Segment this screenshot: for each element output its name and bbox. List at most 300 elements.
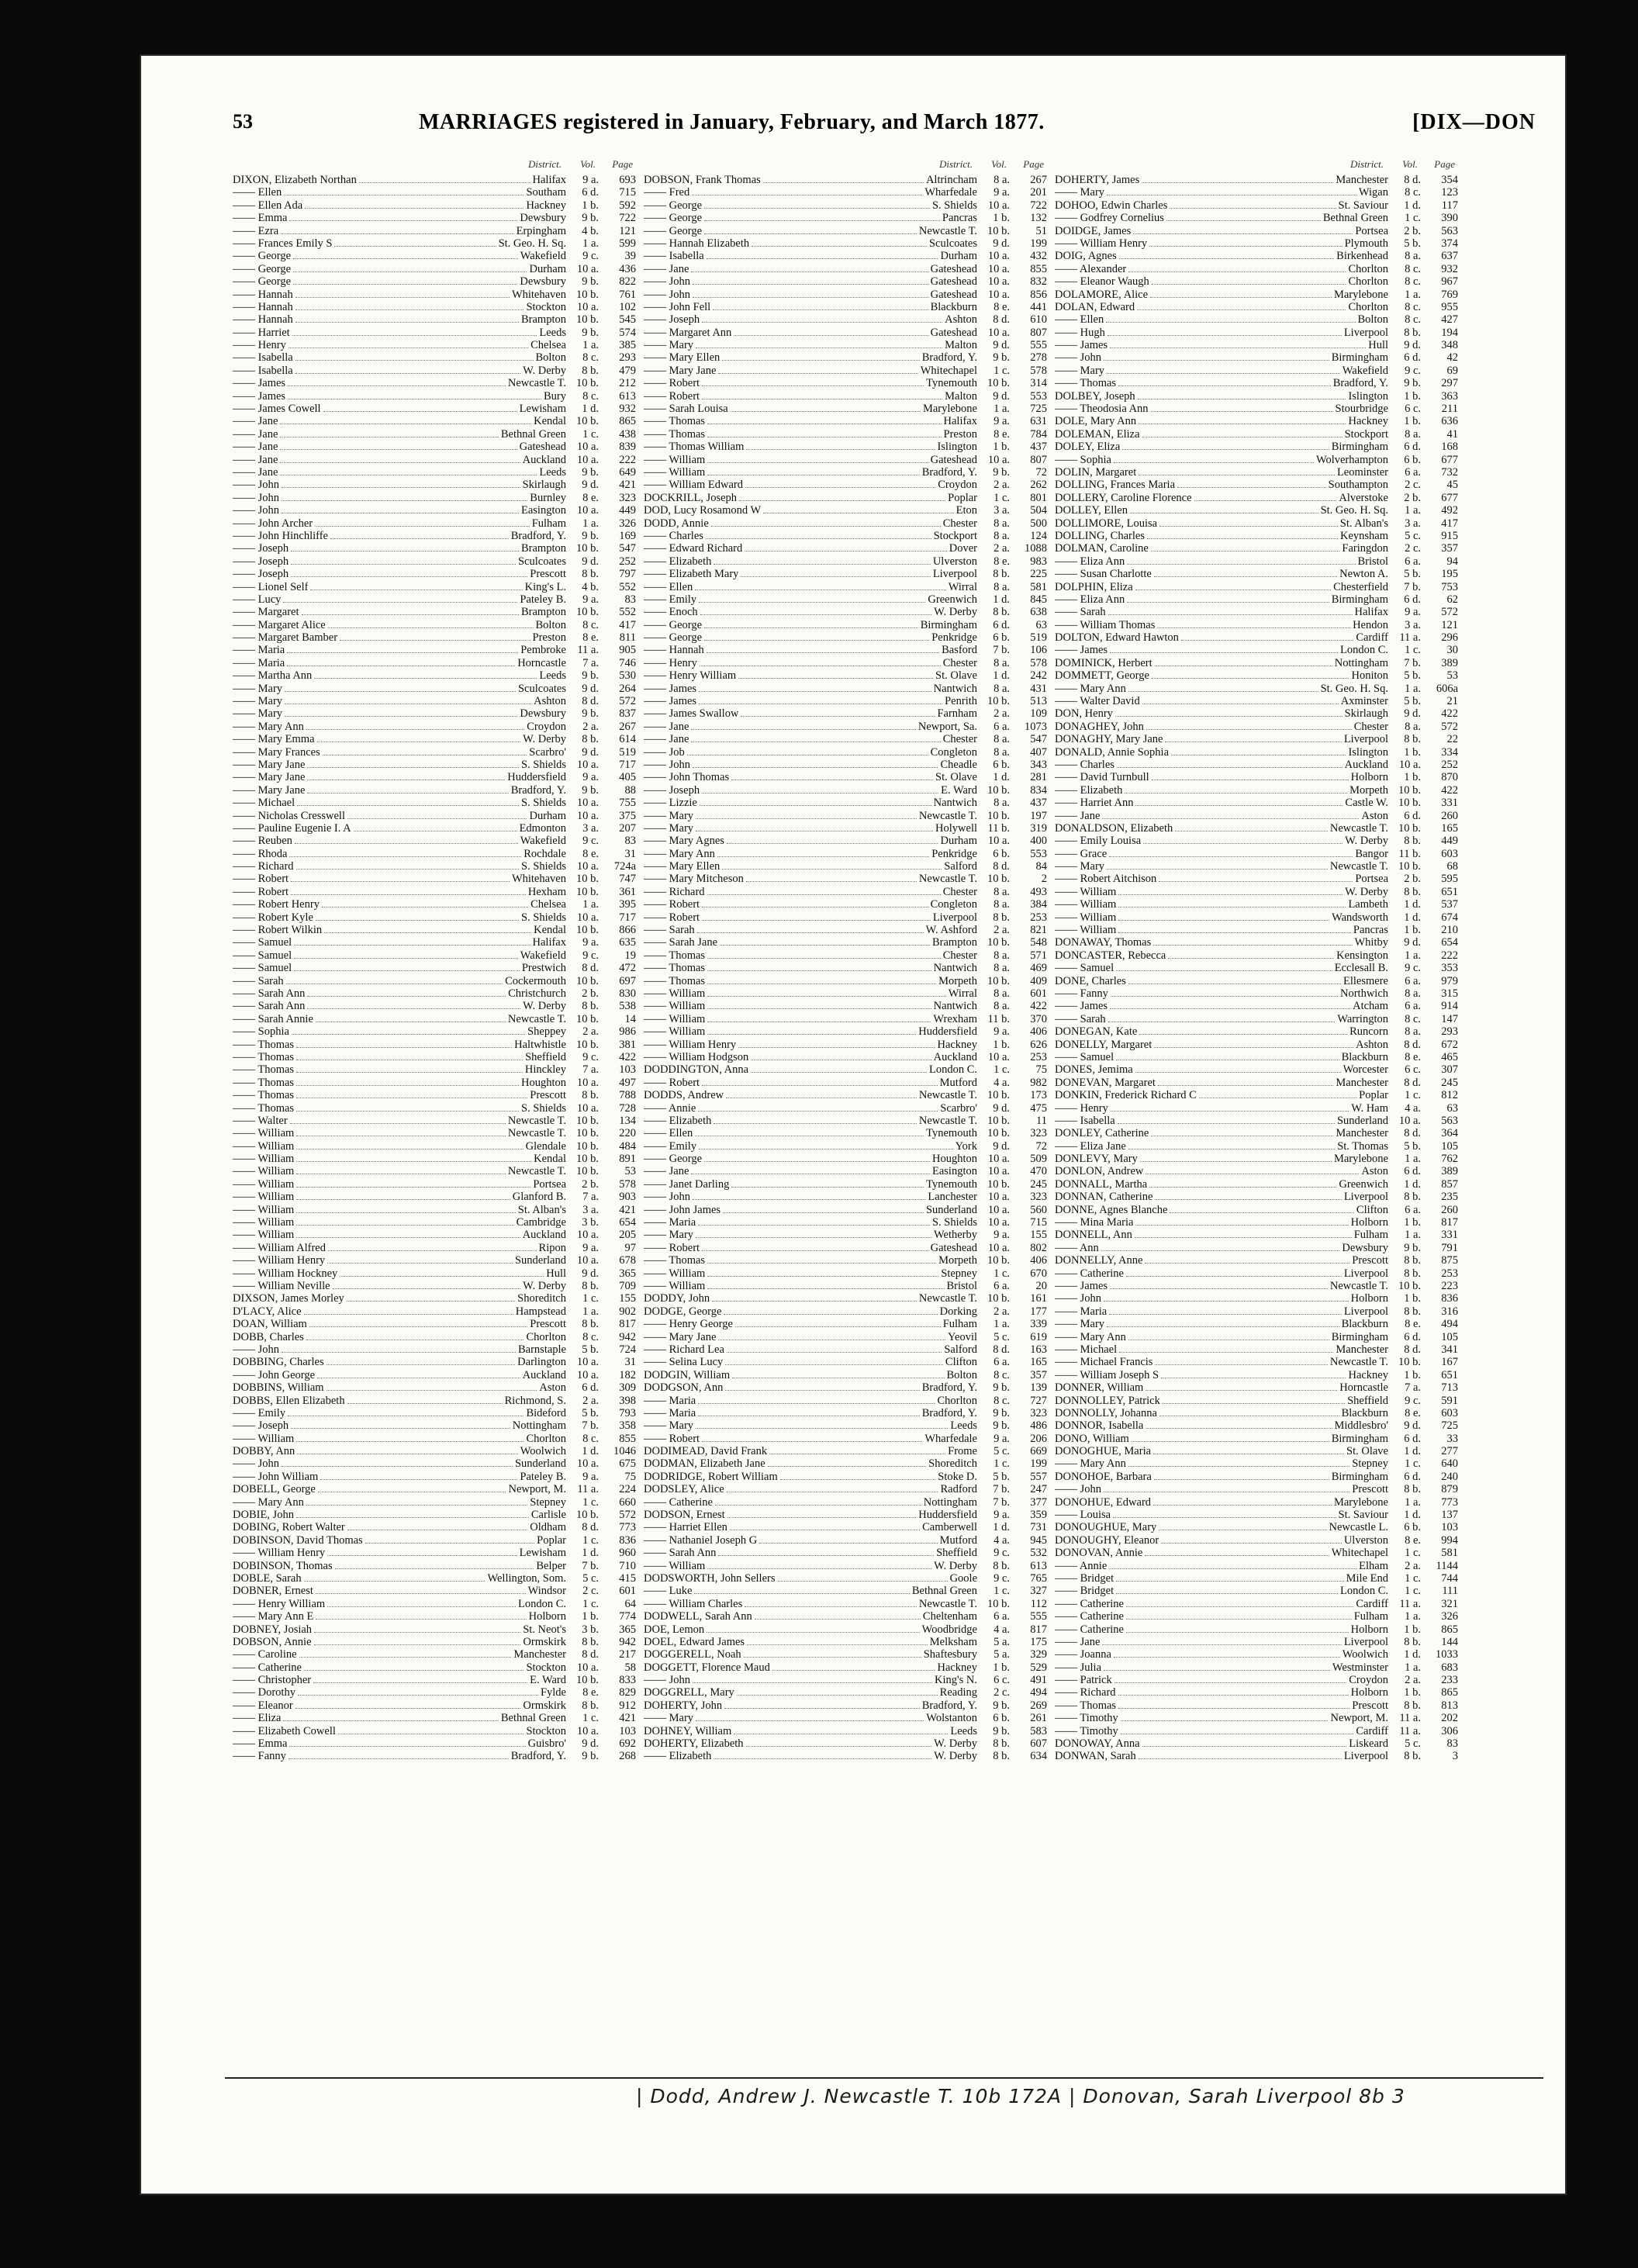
dot-leader: [1116, 1581, 1344, 1582]
entry-volume: 9 b.: [993, 1419, 1010, 1433]
entry-page: 331: [1441, 797, 1458, 810]
entry-page: 343: [1030, 758, 1047, 771]
index-entry: [1055, 1254, 1458, 1267]
index-entry: [644, 1204, 1047, 1216]
entry-name: —— Robert Aitchison: [1055, 873, 1157, 886]
entry-volume: 11 a.: [1399, 1724, 1421, 1737]
entry-district: Pateley B.: [520, 1470, 566, 1483]
entry-page: 326: [1441, 1610, 1458, 1623]
entry-page: 97: [624, 1241, 636, 1254]
entry-page: 406: [1030, 1254, 1047, 1267]
entry-volume: 9 b.: [993, 1406, 1010, 1419]
entry-volume: 9 d.: [582, 682, 599, 695]
entry-district: Gateshead: [930, 1241, 977, 1254]
entry-volume: 2 a.: [994, 542, 1010, 555]
index-entry: [1055, 492, 1458, 504]
index-entry: [1055, 810, 1458, 822]
entry-district: Fulham: [1353, 1610, 1388, 1623]
entry-district: Liverpool: [1343, 1191, 1388, 1204]
entry-volume: 1 a.: [582, 517, 599, 530]
index-entry: [644, 949, 1047, 962]
entry-volume: 1 a.: [1405, 1661, 1421, 1674]
entry-district: W. Derby: [523, 1279, 566, 1292]
index-entry: [233, 1686, 636, 1699]
entry-name: DODGSON, Ann: [644, 1381, 724, 1395]
entry-name: —— Fred: [644, 186, 690, 199]
entry-name: —— James: [1055, 644, 1108, 657]
entry-page: 677: [1441, 453, 1458, 466]
entry-volume: 1 b.: [1404, 1292, 1421, 1305]
entry-district: Bradford, Y.: [921, 465, 977, 479]
index-entry: [1055, 1585, 1458, 1597]
entry-district: W. Derby: [523, 364, 566, 377]
index-entry: [644, 1457, 1047, 1470]
entry-name: —— Mary Jane: [644, 1330, 717, 1343]
index-entry: [233, 199, 636, 212]
index-entry: [233, 1115, 636, 1127]
index-entry: [1055, 1356, 1458, 1368]
entry-volume: 10 a.: [987, 250, 1010, 263]
index-entry: [1055, 721, 1458, 733]
entry-page: 793: [619, 1406, 636, 1419]
index-entry: [644, 492, 1047, 504]
entry-page: 581: [1030, 580, 1047, 593]
entry-name: —— Mary Jane: [644, 364, 717, 377]
dot-leader: [1127, 564, 1355, 565]
entry-page: 331: [1441, 1229, 1458, 1242]
entry-district: Woolwich: [1342, 1648, 1388, 1661]
entry-volume: 10 a.: [576, 809, 599, 822]
dot-leader: [699, 602, 925, 603]
entry-district: Bury: [544, 389, 566, 403]
index-entry: [1055, 1674, 1458, 1686]
index-entry: [233, 733, 636, 745]
entry-volume: 8 d.: [1404, 1343, 1421, 1356]
entry-volume: 9 d.: [993, 237, 1010, 250]
dot-leader: [295, 1708, 521, 1709]
index-entry: [1055, 1686, 1458, 1699]
index-entry: [1055, 199, 1458, 212]
index-entry: [233, 822, 636, 835]
entry-district: Barnstaple: [517, 1343, 566, 1356]
entry-volume: 1 c.: [994, 1267, 1010, 1280]
entry-volume: 8 b.: [993, 568, 1010, 581]
entry-name: —— Charles: [644, 529, 703, 542]
entry-page: 326: [619, 517, 636, 530]
entry-volume: 10 a.: [987, 835, 1010, 848]
entry-volume: 3 a.: [994, 504, 1010, 517]
entry-district: Cheadle: [940, 758, 977, 771]
entry-volume: 8 a.: [994, 797, 1010, 810]
entry-district: Blackburn: [1341, 1050, 1388, 1063]
entry-district: York: [955, 1139, 977, 1153]
entry-page: 3: [1452, 1750, 1458, 1763]
entry-name: DOIG, Agnes: [1055, 250, 1117, 263]
entry-page: 675: [619, 1457, 636, 1471]
entry-volume: 10 b.: [576, 1509, 599, 1522]
entry-page: 11: [1036, 1114, 1047, 1127]
entry-name: —— Susan Charlotte: [1055, 568, 1152, 581]
entry-name: —— Mary Jane: [233, 783, 306, 797]
entry-page: 297: [1441, 377, 1458, 390]
index-entry: [644, 1051, 1047, 1063]
entry-page: 591: [1441, 1394, 1458, 1407]
entry-page: 1073: [1025, 720, 1047, 733]
entry-volume: 10 b.: [1398, 821, 1421, 835]
index-entry: [1055, 1077, 1458, 1089]
index-entry: [1055, 289, 1458, 301]
entry-page: 678: [619, 1254, 636, 1267]
index-entry: [1055, 1509, 1458, 1521]
entry-page: 955: [1441, 300, 1458, 313]
index-entry: [644, 1623, 1047, 1636]
entry-page: 563: [1441, 1114, 1458, 1127]
entry-page: 651: [1441, 1368, 1458, 1381]
entry-volume: 6 b.: [1404, 453, 1421, 466]
entry-volume: 10 b.: [987, 1089, 1010, 1102]
entry-name: —— Maria: [1055, 1305, 1108, 1318]
entry-volume: 1 a.: [582, 237, 599, 250]
entry-volume: 8 b.: [582, 364, 599, 377]
index-entry: [644, 759, 1047, 771]
entry-page: 494: [1030, 1686, 1047, 1699]
index-entry: [644, 771, 1047, 783]
entry-name: —— Maria: [644, 1394, 696, 1407]
index-entry: [233, 848, 636, 860]
entry-volume: 8 b.: [1404, 1191, 1421, 1204]
entry-name: —— Mary: [1055, 1318, 1105, 1331]
index-entry: [644, 186, 1047, 199]
entry-page: 932: [1441, 262, 1458, 275]
entry-volume: 8 e.: [1405, 1533, 1421, 1547]
entry-district: London C.: [928, 1063, 977, 1077]
index-entry: [644, 644, 1047, 656]
entry-district: W. Derby: [1345, 835, 1388, 848]
dot-leader: [295, 373, 520, 374]
entry-district: Birkenhead: [1336, 250, 1388, 263]
column-headings: [233, 154, 636, 174]
dot-leader: [309, 1326, 527, 1327]
entry-name: —— Hannah Elizabeth: [644, 237, 750, 250]
entry-volume: 6 a.: [994, 1610, 1010, 1623]
entry-name: DOGGETT, Florence Maud: [644, 1661, 770, 1674]
entry-volume: 4 a.: [994, 1623, 1010, 1636]
entry-page: 595: [1441, 873, 1458, 886]
entry-page: 323: [1030, 1191, 1047, 1204]
dot-leader: [704, 640, 929, 641]
entry-district: Greenwich: [1339, 1177, 1388, 1191]
entry-volume: 1 d.: [1404, 199, 1421, 212]
index-entry: [233, 797, 636, 809]
entry-district: Newcastle T.: [918, 1114, 977, 1127]
index-entry: [233, 1000, 636, 1012]
index-entry: [1055, 1318, 1458, 1330]
entry-volume: 6 d.: [582, 186, 599, 199]
entry-name: —— Robert: [644, 1432, 700, 1445]
entry-volume: 2 a.: [582, 720, 599, 733]
entry-page: 83: [1446, 1737, 1458, 1751]
entry-name: DOLEY, Eliza: [1055, 441, 1121, 454]
entry-district: Belper: [536, 1559, 566, 1572]
entry-page: 260: [1441, 809, 1458, 822]
dot-leader: [1113, 1517, 1336, 1518]
entry-page: 774: [619, 1610, 636, 1623]
entry-volume: 11 a.: [1399, 631, 1421, 645]
entry-name: DOLE, Mary Ann: [1055, 415, 1137, 428]
entry-page: 68: [1446, 860, 1458, 873]
entry-page: 683: [1441, 1661, 1458, 1674]
index-entry: [644, 1725, 1047, 1737]
entry-district: Fulham: [531, 517, 566, 530]
entry-name: —— Mary: [644, 1419, 694, 1433]
entry-name: —— Joseph: [233, 1419, 289, 1433]
dot-leader: [1102, 1644, 1341, 1645]
entry-name: DODWELL, Sarah Ann: [644, 1610, 752, 1623]
entry-volume: 8 c.: [1405, 1012, 1421, 1025]
entry-district: Christchurch: [508, 987, 566, 1000]
entry-name: —— William Henry: [233, 1547, 326, 1560]
entry-page: 513: [1030, 695, 1047, 708]
entry-name: DONEGAN, Kate: [1055, 1025, 1138, 1039]
dot-leader: [702, 385, 924, 386]
entry-district: London C.: [517, 1597, 566, 1610]
entry-name: —— Jane: [233, 453, 278, 466]
entry-district: Axminster: [1340, 695, 1388, 708]
entry-volume: 8 e.: [994, 427, 1010, 441]
entry-name: DOBBING, Charles: [233, 1356, 324, 1369]
entry-volume: 8 e.: [994, 555, 1010, 568]
entry-volume: 1 d.: [1404, 1445, 1421, 1458]
entry-page: 856: [1030, 288, 1047, 301]
dot-leader: [280, 449, 517, 450]
entry-district: Wirral: [948, 987, 977, 1000]
entry-district: Elham: [1359, 1559, 1388, 1572]
entry-volume: 9 a.: [994, 1432, 1010, 1445]
index-entry: [644, 975, 1047, 987]
dot-leader: [768, 1466, 927, 1467]
entry-volume: 1 d.: [1404, 1509, 1421, 1522]
entry-district: Wellington, Som.: [487, 1571, 566, 1585]
index-entry: [1055, 581, 1458, 593]
entry-name: DOLMAN, Caroline: [1055, 542, 1149, 555]
dot-leader: [693, 284, 928, 285]
entry-district: Marylebone: [1333, 1495, 1388, 1509]
dot-leader: [281, 233, 513, 234]
entry-page: 722: [619, 212, 636, 225]
entry-district: W. Derby: [1345, 885, 1388, 898]
entry-district: Fulham: [1353, 1229, 1388, 1242]
entry-volume: 10 a.: [1398, 758, 1421, 771]
entry-name: —— Catherine: [1055, 1610, 1124, 1623]
dot-leader: [711, 526, 941, 527]
entry-name: —— William: [233, 1191, 295, 1204]
entry-name: —— James: [1055, 339, 1108, 352]
entry-district: Hackney: [526, 199, 566, 212]
dot-leader: [335, 1568, 534, 1569]
entry-volume: 9 b.: [582, 275, 599, 289]
entry-name: —— William: [1055, 885, 1117, 898]
entry-name: DOD, Lucy Rosamond W: [644, 504, 762, 517]
entry-name: —— Elizabeth: [1055, 783, 1123, 797]
index-entry: [644, 466, 1047, 479]
entry-name: —— William: [1055, 924, 1117, 937]
entry-page: 242: [1030, 669, 1047, 683]
entry-district: Chester: [942, 656, 977, 669]
entry-name: —— Sarah Ann: [233, 987, 306, 1000]
entry-district: Gateshead: [930, 262, 977, 275]
entry-volume: 1 a.: [582, 898, 599, 911]
index-entry: [644, 911, 1047, 924]
entry-name: —— Isabella: [233, 351, 293, 365]
entry-page: 252: [1441, 758, 1458, 771]
entry-name: —— William: [233, 1229, 295, 1242]
index-entry: [233, 784, 636, 797]
dot-leader: [1168, 958, 1334, 959]
entry-page: 358: [619, 1419, 636, 1433]
entry-volume: 1 c.: [994, 1585, 1010, 1598]
entry-district: Chorlton: [1348, 275, 1388, 289]
dot-leader: [296, 1199, 510, 1200]
entry-district: Gateshead: [519, 441, 566, 454]
dot-leader: [735, 1326, 941, 1327]
index-entry: [233, 886, 636, 898]
index-entry: [644, 1674, 1047, 1686]
entry-name: —— Timothy: [1055, 1724, 1118, 1737]
entry-district: W. Ham: [1351, 1101, 1388, 1115]
entry-page: 607: [1030, 1737, 1047, 1751]
entry-page: 106: [1030, 644, 1047, 657]
index-entry: [1055, 1204, 1458, 1216]
entry-volume: 1 c.: [1405, 1547, 1421, 1560]
entry-district: King's L.: [524, 580, 566, 593]
entry-page: 377: [1030, 1495, 1047, 1509]
dot-leader: [296, 1149, 523, 1150]
handwritten-annotation: | Dodd, Andrew J. Newcastle T. 10b 172A | Donovan, Sarah Liverpool 8b 3: [636, 2085, 1405, 2107]
entry-name: —— Pauline Eugenie I. A: [233, 821, 351, 835]
entry-page: 801: [1030, 491, 1047, 504]
entry-name: DOAN, William: [233, 1318, 307, 1331]
entry-page: 253: [1030, 1050, 1047, 1063]
entry-page: 2: [1041, 873, 1047, 886]
index-entry: [1055, 1153, 1458, 1165]
dot-leader: [747, 1644, 928, 1645]
entry-page: 530: [619, 669, 636, 683]
dot-leader: [763, 182, 924, 183]
index-entry: [1055, 1127, 1458, 1139]
entry-name: —— William: [233, 1177, 295, 1191]
entry-volume: 9 a.: [994, 1229, 1010, 1242]
entry-district: Aston: [1361, 1165, 1388, 1178]
dot-leader: [1118, 1123, 1335, 1124]
entry-volume: 2 a.: [582, 1025, 599, 1039]
entry-district: Bolton: [535, 351, 566, 365]
entry-district: Newcastle T.: [1329, 821, 1388, 835]
index-entry: [1055, 1051, 1458, 1063]
entry-page: 364: [1441, 1127, 1458, 1140]
index-entry: [233, 1483, 636, 1495]
dot-leader: [713, 309, 928, 310]
entry-name: —— George: [233, 262, 292, 275]
entry-page: 555: [1030, 339, 1047, 352]
entry-name: —— Thomas: [233, 1101, 295, 1115]
entry-page: 635: [619, 936, 636, 949]
entry-name: —— Thomas: [644, 1254, 706, 1267]
entry-page: 245: [1030, 1177, 1047, 1191]
index-entry: [644, 1648, 1047, 1661]
entry-volume: 9 a.: [1405, 606, 1421, 619]
entry-district: Sculcoates: [517, 555, 566, 568]
dot-leader: [298, 1695, 538, 1696]
entry-volume: 10 a.: [576, 1076, 599, 1089]
entry-volume: 8 e.: [582, 491, 599, 504]
index-entry: [644, 1560, 1047, 1572]
dot-leader: [712, 1301, 917, 1302]
index-entry: [1055, 428, 1458, 441]
entry-district: Camberwell: [922, 1521, 977, 1534]
entry-page: 613: [619, 389, 636, 403]
entry-page: 649: [619, 465, 636, 479]
entry-volume: 6 d.: [582, 1381, 599, 1395]
entry-page: 88: [624, 783, 636, 797]
index-entry: [644, 1102, 1047, 1115]
entry-district: Lewisham: [519, 403, 566, 416]
index-entry: [1055, 365, 1458, 377]
entry-page: 583: [1030, 1724, 1047, 1737]
page-title: MARRIAGES registered in January, February, and March 1877.: [419, 110, 1045, 134]
entry-page: 713: [1441, 1381, 1458, 1395]
entry-volume: 1 b.: [582, 1610, 599, 1623]
entry-page: 124: [1030, 529, 1047, 542]
entry-page: 422: [1441, 707, 1458, 721]
entry-name: —— Eliza Ann: [1055, 555, 1125, 568]
entry-page: 398: [619, 1394, 636, 1407]
entry-name: —— William Thomas: [1055, 618, 1156, 631]
index-entry: [1055, 1191, 1458, 1203]
entry-name: —— Robert: [644, 898, 700, 911]
entry-name: —— Patrick: [1055, 1674, 1112, 1687]
entry-volume: 9 d.: [993, 1101, 1010, 1115]
entry-name: —— Jane: [1055, 1635, 1101, 1648]
dot-leader: [296, 1111, 519, 1112]
entry-name: —— John: [644, 1191, 691, 1204]
dot-leader: [727, 1517, 917, 1518]
dot-leader: [706, 538, 931, 539]
entry-volume: 5 b.: [993, 1470, 1010, 1483]
dot-leader: [315, 526, 530, 527]
entry-page: 58: [624, 1661, 636, 1674]
entry-district: Holborn: [528, 1610, 566, 1623]
entry-volume: 1 c.: [582, 1292, 599, 1305]
index-entry: [1055, 1280, 1458, 1292]
entry-page: 253: [1441, 1267, 1458, 1280]
entry-district: Wharfedale: [924, 186, 977, 199]
entry-district: Birmingham: [920, 618, 977, 631]
entry-volume: 10 b.: [576, 1127, 599, 1140]
index-entry: [1055, 263, 1458, 275]
entry-name: —— William: [644, 987, 706, 1000]
entry-volume: 9 a.: [582, 771, 599, 784]
entry-volume: 10 b.: [576, 377, 599, 390]
entry-district: Pembroke: [520, 644, 566, 657]
entry-volume: 10 a.: [576, 1356, 599, 1369]
entry-page: 472: [619, 962, 636, 975]
entry-volume: 6 c.: [1405, 403, 1421, 416]
entry-district: Plymouth: [1344, 237, 1388, 250]
column-headings: [644, 154, 1047, 174]
dot-leader: [1126, 1276, 1342, 1277]
index-entry: [233, 568, 636, 580]
entry-page: 267: [619, 720, 636, 733]
